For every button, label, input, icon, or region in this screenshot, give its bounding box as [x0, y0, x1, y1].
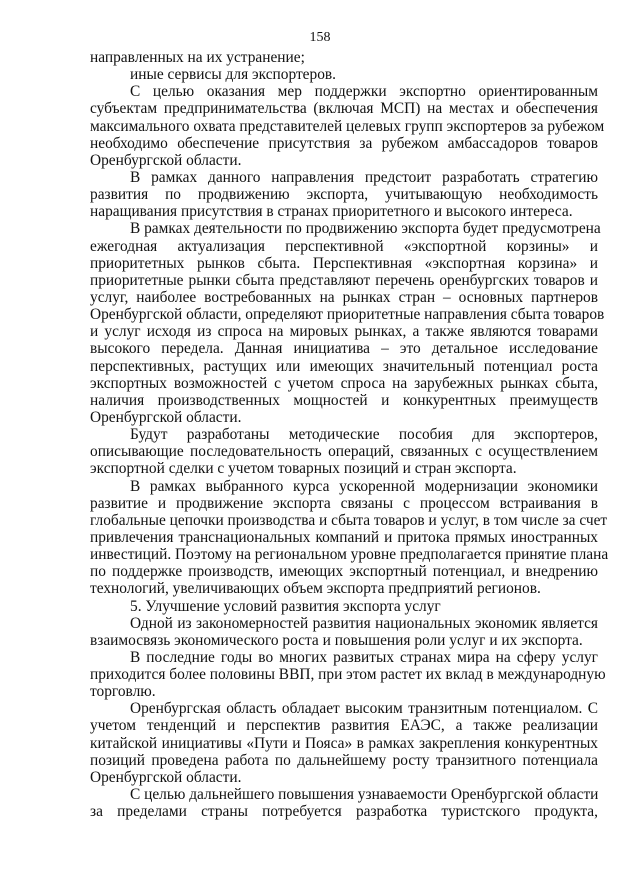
text-line: В последние годы во многих развитых странах мира на сферу услуг	[130, 648, 598, 666]
text-line: за пределами страны потребуется разработка туристского продукта,	[90, 803, 598, 821]
text-line: привлечения транснациональных компаний и притока прямых иностранных	[90, 528, 598, 546]
text-line: глобальные цепочки производства и сбыта товаров и услуг, в том числе за счет	[90, 511, 608, 529]
text-line: В рамках данного направления предстоит разработать стратегию	[130, 168, 598, 186]
text-line: необходимо обеспечение присутствия за рубежом амбассадоров товаров	[90, 134, 598, 152]
text-line: С целью дальнейшего повышения узнаваемости Оренбургской области	[130, 786, 599, 804]
text-line: учетом тенденций и перспектив развития ЕАЭС, а также реализации	[90, 717, 598, 735]
text-line: Оренбургской области.	[90, 768, 242, 786]
text-line: Одной из закономерностей развития национальных экономик является	[130, 614, 598, 632]
text-line: Оренбургская область обладает высоким транзитным потенциалом. С	[130, 700, 598, 718]
text-line: 5. Улучшение условий развития экспорта услуг	[130, 597, 441, 615]
text-line: В рамках деятельности по продвижению экспорта будет предусмотрена	[130, 220, 601, 238]
text-line: Будут разработаны методические пособия для экспортеров,	[130, 426, 598, 444]
text-line: экспортной сделки с учетом товарных позиций и стран экспорта.	[90, 460, 517, 478]
text-line: наращивания присутствия в странах приоритетного и высокого интереса.	[90, 203, 573, 221]
text-line: Оренбургской области.	[90, 408, 242, 426]
text-line: позиций проведена работа по дальнейшему росту транзитного потенциала	[90, 751, 598, 769]
text-line: Оренбургской области.	[90, 151, 242, 169]
text-line: наличия производственных мощностей и конкурентных преимуществ	[90, 391, 598, 409]
text-line: описывающие последовательность операций, связанных с осуществлением	[90, 443, 598, 461]
page-number: 158	[309, 30, 331, 45]
text-line: ежегодная актуализация перспективной «экспортной корзины» и	[90, 237, 598, 255]
text-line: торговлю.	[90, 683, 156, 701]
text-line: развития по продвижению экспорта, учитывающую необходимость	[90, 186, 598, 204]
document-body	[90, 49, 609, 821]
text-line: приходится более половины ВВП, при этом растет их вклад в международную	[90, 666, 606, 684]
text-line: направленных на их устранение;	[90, 49, 305, 66]
text-line: развитие и продвижение экспорта связаны с процессом встраивания в	[90, 494, 598, 512]
text-line: С целью оказания мер поддержки экспортно ориентированным	[130, 83, 598, 101]
text-line: иные сервисы для экспортеров.	[130, 66, 337, 84]
text-line: услуг, наиболее востребованных на рынках стран – основных партнеров	[90, 288, 598, 306]
text-line: Оренбургской области, определяют приоритетные направления сбыта товаров	[90, 306, 605, 324]
text-line: инвестиций. Поэтому на региональном уровне предполагается принятие плана	[90, 546, 609, 564]
text-line: взаимосвязь экономического роста и повышения роли услуг и их экспорта.	[90, 631, 583, 649]
text-line: В рамках выбранного курса ускоренной модернизации экономики	[130, 477, 598, 495]
text-line: высокого передела. Данная инициатива – это детальное исследование	[90, 340, 598, 358]
text-line: приоритетных рынков сбыта. Перспективная «экспортная корзина» и	[90, 254, 598, 272]
text-line: китайской инициативы «Пути и Пояса» в рамках закрепления конкурентных	[90, 734, 598, 752]
text-line: экспортных возможностей с учетом спроса на зарубежных рынках сбыта,	[90, 374, 598, 392]
text-line: приоритетные рынки сбыта представляют перечень оренбургских товаров и	[90, 271, 598, 289]
text-line: по поддержке производств, имеющих экспортный потенциал, и внедрению	[90, 563, 598, 581]
text-line: субъектам предпринимательства (включая МСП) на местах и обеспечения	[90, 100, 598, 118]
text-line: максимального охвата представителей целевых групп экспортеров за рубежом	[90, 117, 605, 135]
text-line: и услуг исходя из спроса на мировых рынках, а также являются товарами	[90, 323, 598, 341]
text-line: перспективных, растущих или имеющих значительный потенциал роста	[90, 357, 598, 375]
text-line: технологий, увеличивающих объем экспорта предприятий регионов.	[90, 580, 541, 598]
